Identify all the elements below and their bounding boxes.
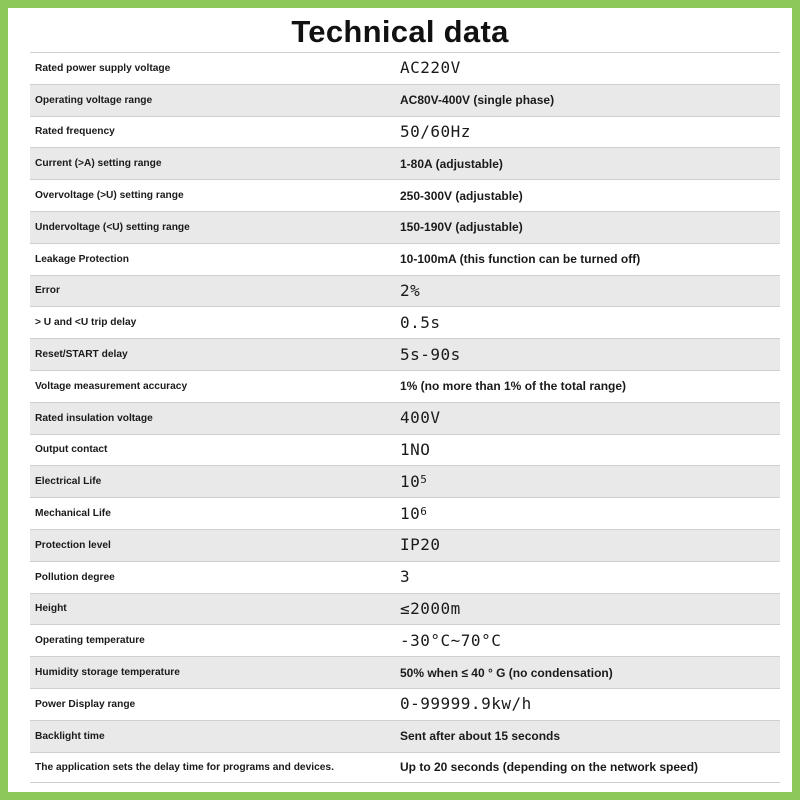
spec-table: [30, 52, 780, 783]
table-row: [30, 338, 780, 370]
spec-value: [392, 371, 780, 402]
spec-value: [392, 721, 780, 752]
spec-label: Protection level: [35, 539, 111, 551]
table-row: [30, 720, 780, 752]
spec-value: [392, 276, 780, 307]
spec-value-text: 2%: [400, 280, 421, 300]
spec-value-text: 50/60Hz: [400, 121, 471, 141]
spec-label: The application sets the delay time for programs and devices.: [35, 761, 334, 773]
spec-value: [392, 657, 780, 688]
table-row: [30, 211, 780, 243]
spec-value: [392, 530, 780, 561]
table-row: [30, 116, 780, 148]
table-row: [30, 84, 780, 116]
spec-value-text: 3: [400, 567, 411, 587]
spec-label: Backlight time: [35, 730, 105, 742]
spec-label: Height: [35, 603, 67, 615]
spec-label: Voltage measurement accuracy: [35, 380, 188, 392]
spec-value: [392, 466, 780, 497]
spec-label: Output contact: [35, 444, 108, 456]
page-title: Technical data: [291, 14, 509, 49]
spec-value-text: 0.5s: [400, 312, 441, 332]
spec-value: [392, 403, 780, 434]
spec-value-exponent: 5: [420, 472, 428, 486]
spec-value-text: IP20: [400, 535, 441, 555]
spec-value: [392, 339, 780, 370]
spec-value: [392, 180, 780, 211]
spec-label: Leakage Protection: [35, 253, 129, 265]
table-row: [30, 434, 780, 466]
spec-value: [392, 148, 780, 179]
table-row: [30, 465, 780, 497]
spec-value-text: 150-190V (adjustable): [400, 220, 523, 235]
spec-value-text: -30°C~70°C: [400, 630, 502, 650]
spec-value: [392, 212, 780, 243]
spec-value-text: 10-100mA (this function can be turned off): [400, 252, 641, 267]
spec-label: Humidity storage temperature: [35, 667, 180, 679]
spec-sheet: [8, 8, 792, 792]
spec-value-text: 1% (no more than 1% of the total range): [400, 379, 627, 394]
spec-value-text: 1-80A (adjustable): [400, 156, 503, 171]
table-row: [30, 370, 780, 402]
spec-value: [392, 562, 780, 593]
table-row: [30, 497, 780, 529]
spec-label: Reset/START delay: [35, 349, 128, 361]
spec-label: Operating temperature: [35, 635, 145, 647]
spec-label: Overvoltage (>U) setting range: [35, 190, 184, 202]
table-row: [30, 275, 780, 307]
spec-label: Electrical Life: [35, 476, 102, 488]
table-row: [30, 752, 780, 784]
spec-value: [392, 498, 780, 529]
spec-value: [392, 117, 780, 148]
spec-value-text: 1NO: [400, 439, 431, 459]
spec-value-text: 0-99999.9kw/h: [400, 694, 532, 714]
spec-label: Pollution degree: [35, 571, 115, 583]
spec-value: [392, 753, 780, 783]
table-row: [30, 179, 780, 211]
spec-value: [392, 85, 780, 116]
spec-value-text: AC220V: [400, 58, 461, 78]
spec-value: [392, 689, 780, 720]
spec-value-exponent: 6: [420, 504, 428, 518]
spec-label: Operating voltage range: [35, 94, 153, 106]
spec-value-text: 50% when ≤ 40 ° G (no condensation): [400, 665, 613, 680]
table-row: [30, 624, 780, 656]
spec-value-text: Sent after about 15 seconds: [400, 729, 561, 744]
spec-label: Current (>A) setting range: [35, 158, 162, 170]
spec-label: Rated insulation voltage: [35, 412, 153, 424]
table-row: [30, 561, 780, 593]
spec-label: Rated power supply voltage: [35, 62, 171, 74]
table-row: [30, 402, 780, 434]
spec-label: Undervoltage (<U) setting range: [35, 221, 190, 233]
spec-value-text: 250-300V (adjustable): [400, 188, 523, 203]
table-row: [30, 243, 780, 275]
spec-label: Mechanical Life: [35, 508, 111, 520]
spec-value-text: 10: [400, 503, 421, 523]
spec-value-text: 5s-90s: [400, 344, 461, 364]
spec-value-text: 400V: [400, 408, 441, 428]
spec-label: Error: [35, 285, 60, 297]
table-row: [30, 306, 780, 338]
table-row: [30, 688, 780, 720]
spec-value: [392, 244, 780, 275]
spec-value: [392, 53, 780, 84]
spec-value-text: ≤2000m: [400, 598, 461, 618]
spec-value-text: 10: [400, 471, 421, 491]
spec-label: > U and <U trip delay: [35, 317, 137, 329]
spec-value: [392, 594, 780, 625]
spec-label: Power Display range: [35, 698, 136, 710]
table-row: [30, 529, 780, 561]
table-row: [30, 147, 780, 179]
table-row: [30, 656, 780, 688]
spec-value: [392, 625, 780, 656]
spec-value: [392, 307, 780, 338]
table-row: [30, 593, 780, 625]
spec-value-text: Up to 20 seconds (depending on the network speed): [400, 760, 699, 775]
spec-label: Rated frequency: [35, 126, 115, 138]
spec-value: [392, 435, 780, 466]
table-row: [30, 52, 780, 84]
spec-value-text: AC80V-400V (single phase): [400, 93, 555, 108]
